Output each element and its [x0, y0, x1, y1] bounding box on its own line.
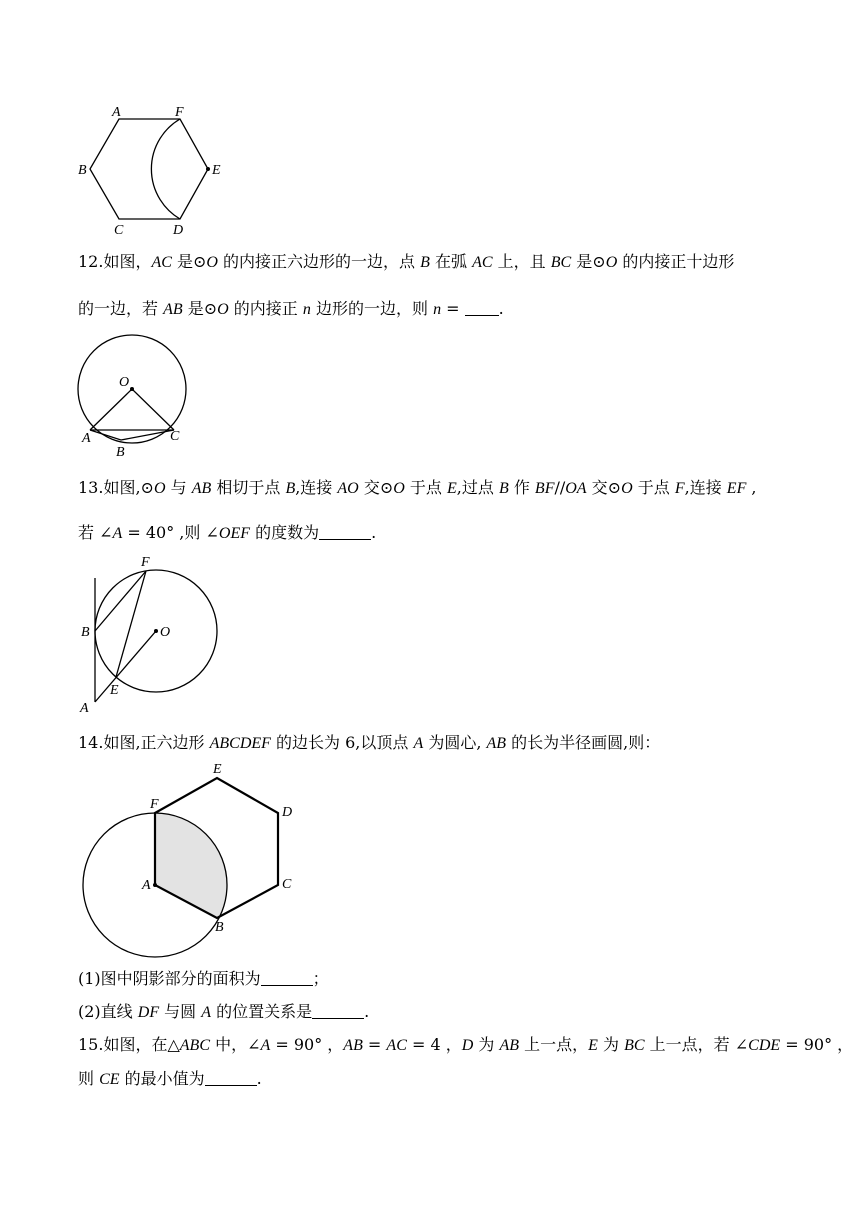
triangle-oac [90, 389, 174, 430]
label-e: E [110, 683, 119, 698]
label-a: A [112, 105, 121, 120]
q15-line-2: 则 CE 的最小值为 . [78, 1069, 262, 1088]
q15-line-1: 15.如图，在△ABC 中，∠A = 90° ，AB = AC = 4 ，D 为 AB 上一点，E 为 BC 上一点，若 ∠CDE = 90° ， [78, 1035, 854, 1054]
center-point [130, 387, 134, 391]
q14-sub-2: (2)直线 DF 与圆 A 的位置关系是 . [78, 1002, 370, 1021]
label-o: O [119, 375, 130, 390]
label-b: B [81, 625, 90, 640]
label-f: F [175, 105, 184, 120]
figure-hexagon-circle-sector [76, 758, 300, 962]
label-f: F [141, 555, 150, 570]
label-e: E [212, 163, 221, 178]
label-c: C [114, 223, 124, 238]
label-b: B [215, 920, 224, 935]
q13-line-2: 若 ∠A = 40° ,则 ∠OEF 的度数为 . [78, 523, 377, 542]
point-e [206, 167, 210, 171]
label-b: B [116, 445, 125, 460]
figure-circle-chords [76, 334, 196, 460]
q13-line-1: 13.如图,⊙O 与 AB 相切于点 B,连接 AO 交⊙O 于点 E,过点 B 作 BF//OA 交⊙O 于点 F,连接 EF , [78, 478, 757, 497]
answer-blank [465, 299, 499, 316]
label-o: O [160, 625, 171, 640]
hexagon-outline [90, 119, 208, 219]
chord-ef [116, 571, 146, 677]
label-d: D [173, 223, 184, 238]
label-c: C [170, 429, 180, 444]
center-point [154, 629, 158, 633]
label-a: A [82, 431, 91, 446]
q14-sub-1: (1)图中阴影部分的面积为 ； [78, 969, 329, 988]
point-a [153, 883, 157, 887]
label-f: F [150, 797, 159, 812]
answer-blank [319, 523, 371, 540]
label-d: D [282, 805, 293, 820]
answer-blank [205, 1069, 257, 1086]
answer-blank [261, 969, 313, 986]
inner-arc [151, 119, 180, 219]
figure-tangent-circle [76, 552, 226, 718]
q12-line-2: 的一边，若 AB 是⊙O 的内接正 n 边形的一边，则 n = . [78, 299, 504, 318]
figure-hexagon-arc [76, 104, 226, 240]
label-e: E [213, 762, 222, 777]
answer-blank [312, 1002, 364, 1019]
q14-line-1: 14.如图,正六边形 ABCDEF 的边长为 6,以顶点 A 为圆心, AB 的长为半径画圆,则： [78, 733, 661, 752]
q12-line-1: 12.如图，AC 是⊙O 的内接正六边形的一边，点 B 在弧 AC 上，且 BC 是⊙O 的内接正十边形 [78, 252, 735, 271]
label-c: C [282, 877, 292, 892]
label-a: A [80, 701, 89, 716]
shaded-sector [155, 813, 227, 918]
label-a: A [142, 878, 151, 893]
label-b: B [78, 163, 87, 178]
